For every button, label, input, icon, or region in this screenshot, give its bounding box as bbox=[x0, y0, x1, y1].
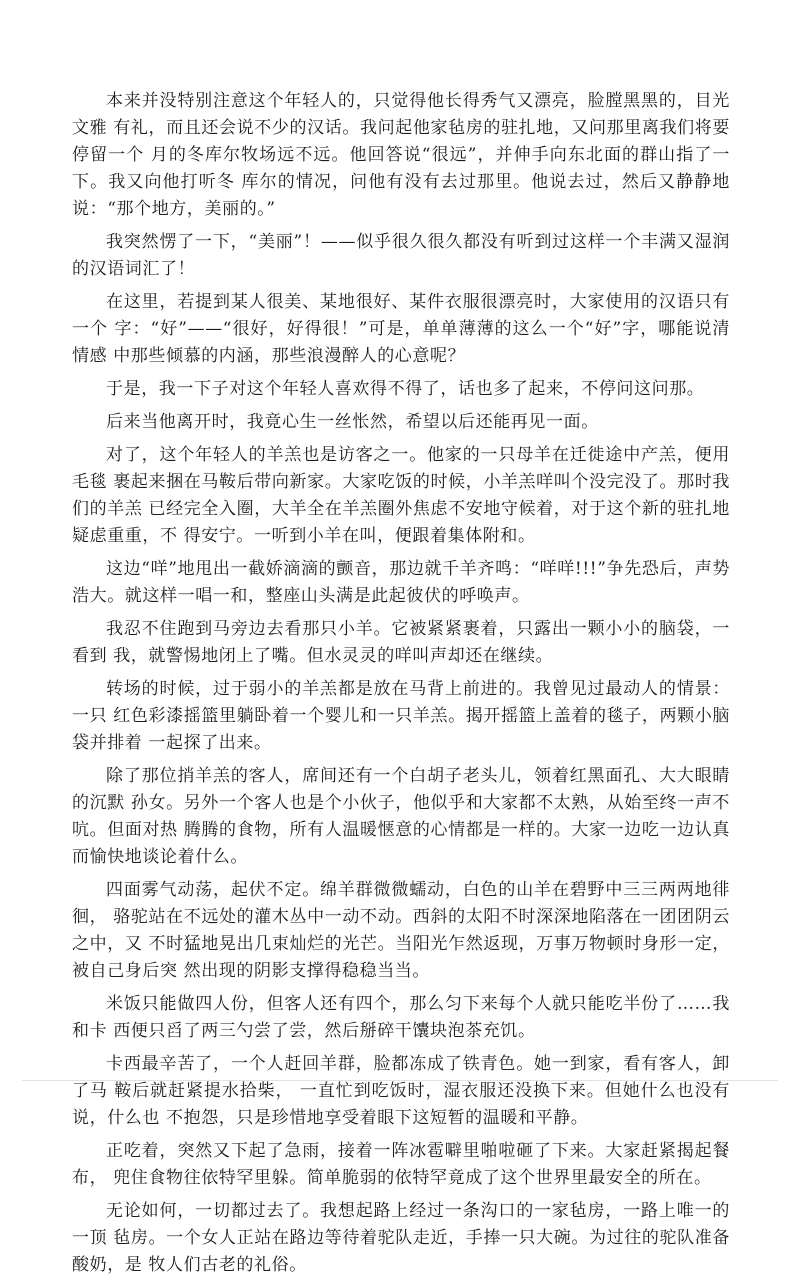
paragraph-8: 我忍不住跑到马旁边去看那只小羊。它被紧紧裹着，只露出一颗小小的脑袋，一看到 我，就警惕地闭上了嘴。但水灵灵的咩叫声却还在继续。 bbox=[72, 619, 730, 666]
paragraph-13: 卡西最辛苦了，一个人赶回羊群，脸都冻成了铁青色。她一到家，看有客人，卸了马 鞍后就赶紧提水拾柴， 一直忙到吃饭时，湿衣服还没换下来。但她什么也没有说，什么也 不抱怨，只是珍惜地享受着眼下这短暂的温暖和平静。 bbox=[72, 1054, 730, 1128]
paragraph-2: 我突然愣了一下，“美丽”！——似乎很久很久都没有听到过这样一个丰满又湿润的汉语词汇了！ bbox=[72, 232, 730, 279]
paragraph-6: 对了，这个年轻人的羊羔也是访客之一。他家的一只母羊在迁徙途中产羔，便用毛毯 裹起来捆在马鞍后带向新家。大家吃饭的时候，小羊羔咩叫个没完没了。那时我们的羊羔 已经完全入圈，大羊全在羊羔圈外焦虑不安地守候着，对于这个新的驻扎地疑虑重重，不 得安宁。一听到小羊在叫，便跟着集体附和。 bbox=[72, 445, 730, 546]
page-bottom-divider bbox=[22, 1080, 778, 1081]
paragraph-7: 这边“咩”地甩出一截娇滴滴的颤音，那边就千羊齐鸣：“咩咩!!!”争先恐后，声势浩大。就这样一唱一和，整座山头满是此起彼伏的呼唤声。 bbox=[72, 559, 730, 606]
paragraph-5: 后来当他离开时，我竟心生一丝怅然，希望以后还能再见一面。 bbox=[106, 412, 599, 432]
paragraph-3: 在这里，若提到某人很美、某地很好、某件衣服很漂亮时，大家使用的汉语只有一个 字：“好”——“很好，好得很！”可是，单单薄薄的这么一个“好”字，哪能说清情感 中那些倾慕的内涵，那些浪漫醉人的心意呢？ bbox=[72, 292, 730, 366]
paragraph-11: 四面雾气动荡，起伏不定。绵羊群微微蠕动，白色的山羊在碧野中三三两两地徘徊， 骆驼站在不远处的灌木丛中一动不动。西斜的太阳不时深深地陷落在一团团阴云之中，又 不时猛地晃出几束灿烂的光芒。当阳光乍然返现，万事万物顿时身形一定，被自己身后突 然出现的阴影支撑得稳稳当当。 bbox=[72, 880, 730, 981]
paragraph-12: 米饭只能做四人份，但客人还有四个，那么匀下来每个人就只能吃半份了……我和卡 西便只舀了两三勺尝了尝，然后掰碎干馕块泡茶充饥。 bbox=[72, 994, 730, 1041]
paragraph-9: 转场的时候，过于弱小的羊羔都是放在马背上前进的。我曾见过最动人的情景：一只 红色彩漆摇篮里躺卧着一个婴儿和一只羊羔。揭开摇篮上盖着的毯子，两颗小脑袋并排着 一起探了出来。 bbox=[72, 679, 730, 753]
paragraph-14: 正吃着，突然又下起了急雨，接着一阵冰雹噼里啪啦砸了下来。大家赶紧揭起餐布， 兜住食物往依特罕里躲。简单脆弱的依特罕竟成了这个世界里最安全的所在。 bbox=[72, 1141, 730, 1188]
paragraph-10: 除了那位捎羊羔的客人，席间还有一个白胡子老头儿，领着红黑面孔、大大眼睛的沉默 孙女。另外一个客人也是个小伙子，他似乎和大家都不太熟，从始至终一声不吭。但面对热 腾腾的食物，所有人温暖惬意的心情都是一样的。大家一边吃一边认真而愉快地谈论着什么。 bbox=[72, 766, 730, 867]
paragraph-1: 本来并没特别注意这个年轻人的，只觉得他长得秀气又漂亮，脸膛黑黑的，目光文雅 有礼，而且还会说不少的汉话。我问起他家毡房的驻扎地，又问那里离我们将要停留一个 月的冬库尔牧场远不远。他回答说“很远”，并伸手向东北面的群山指了一下。我又向他打听冬 库尔的情况，问他有没有去过那里。他说去过，然后又静静地说：“那个地方，美丽的。” bbox=[72, 91, 730, 219]
paragraph-4: 于是，我一下子对这个年轻人喜欢得不得了，话也多了起来，不停问这问那。 bbox=[106, 379, 705, 399]
paragraph-15: 无论如何，一切都过去了。我想起路上经过一条沟口的一家毡房，一路上唯一的一顶 毡房。一个女人正站在路边等待着驼队走近，手捧一只大碗。为过往的驼队准备酸奶，是 牧人们古老的礼俗。 bbox=[72, 1201, 730, 1275]
document-page bbox=[72, 88, 730, 1285]
